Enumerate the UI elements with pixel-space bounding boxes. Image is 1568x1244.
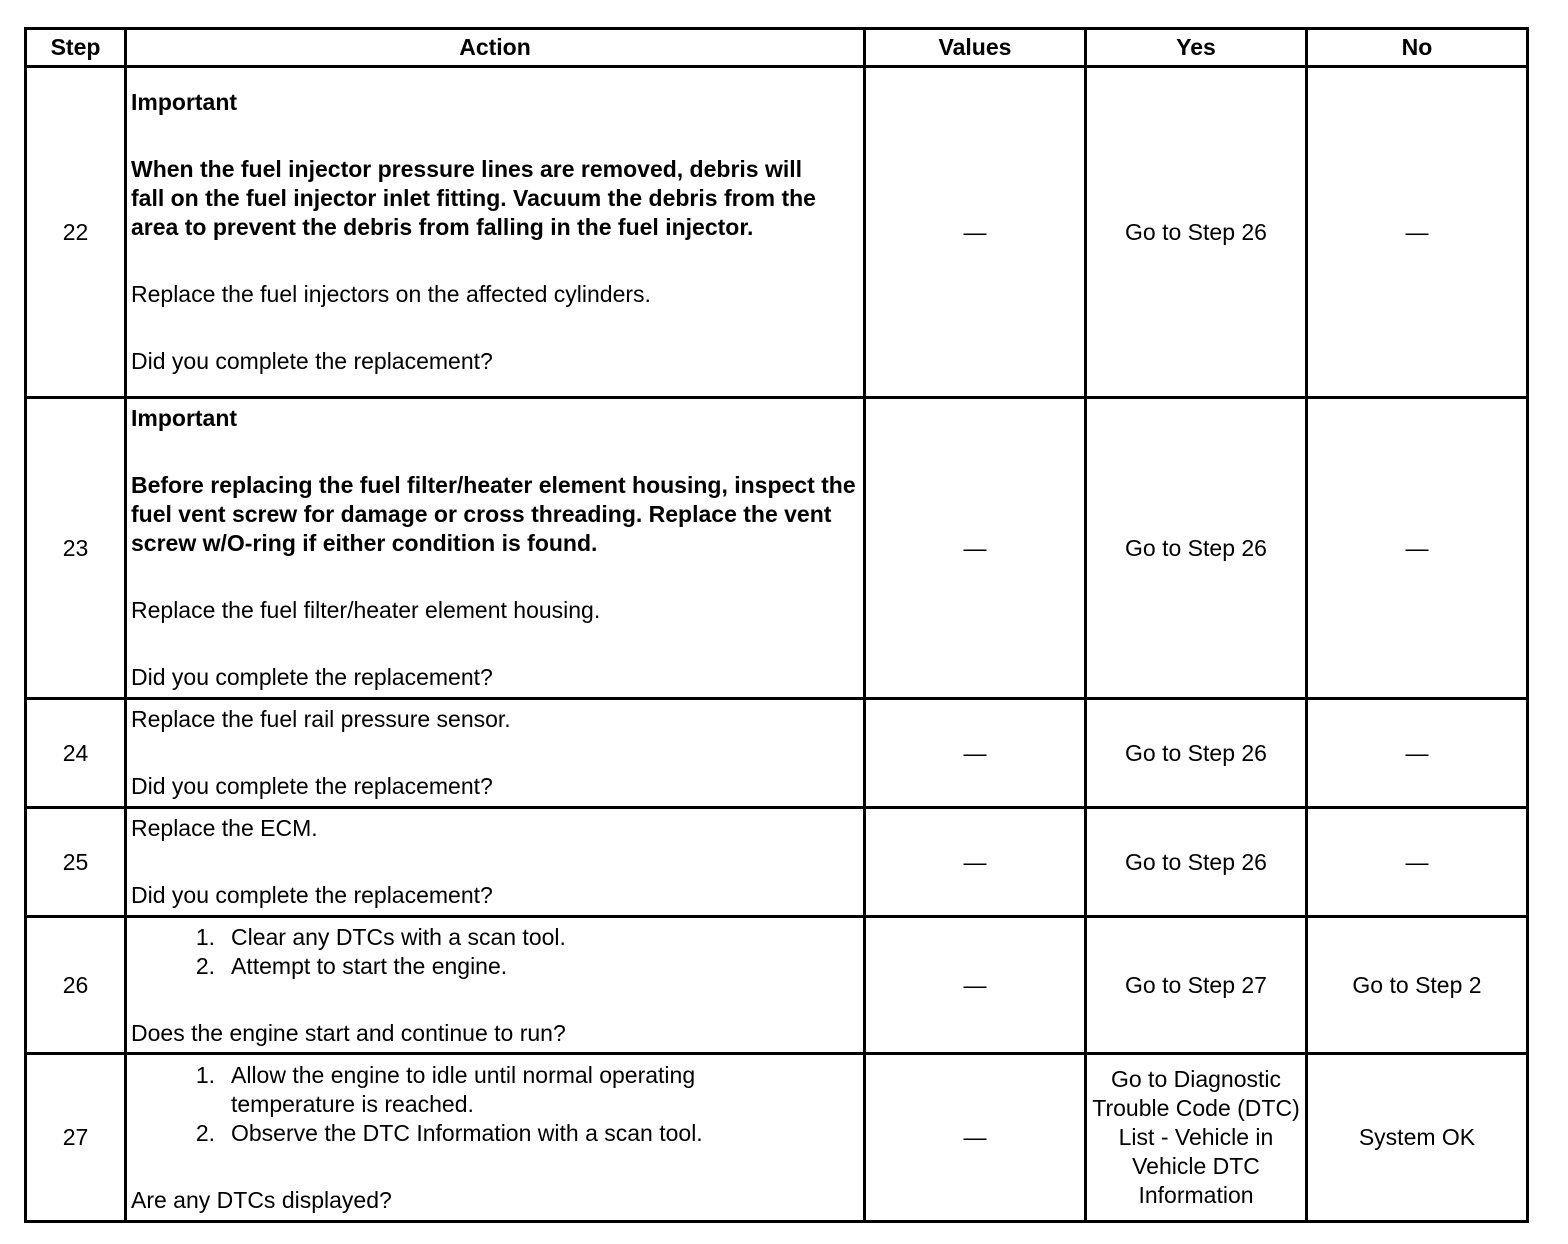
table-row <box>26 67 1528 398</box>
question-text: Did you complete the replacement? <box>131 664 493 690</box>
step-number: 27 <box>26 1054 126 1222</box>
values-cell: — <box>865 699 1086 808</box>
instruction-text: Replace the fuel rail pressure sensor. <box>131 706 511 732</box>
list-number: 2. <box>195 952 215 979</box>
list-text: Attempt to start the engine. <box>231 952 508 979</box>
no-cell: — <box>1307 398 1528 699</box>
header-yes: Yes <box>1086 29 1307 67</box>
action-cell <box>126 398 865 699</box>
warning-text: Before replacing the fuel filter/heater element housing, inspect the fuel vent screw for damage or cross threading. Replace the vent screw w/O-ring if either condition is found. <box>131 472 856 556</box>
instruction-text: Replace the fuel filter/heater element housing. <box>131 597 601 623</box>
yes-link[interactable]: Go to Step 26 <box>1086 699 1307 808</box>
table-row <box>26 398 1528 699</box>
header-row <box>26 29 1528 67</box>
question-text: Did you complete the replacement? <box>131 882 493 908</box>
values-cell: — <box>865 808 1086 917</box>
list-item <box>131 923 859 952</box>
list-number: 2. <box>195 1119 215 1146</box>
header-values: Values <box>865 29 1086 67</box>
yes-link[interactable]: Go to Step 27 <box>1086 917 1307 1054</box>
table-row <box>26 699 1528 808</box>
table-row <box>26 917 1528 1054</box>
list-number: 1. <box>195 923 215 950</box>
list-text: Clear any DTCs with a scan tool. <box>231 923 566 950</box>
values-cell: — <box>865 398 1086 699</box>
step-number: 25 <box>26 808 126 917</box>
action-cell <box>126 917 865 1054</box>
question-text: Are any DTCs displayed? <box>131 1186 392 1213</box>
diagnostic-table <box>24 27 1529 1223</box>
no-cell: — <box>1307 699 1528 808</box>
values-cell: — <box>865 67 1086 398</box>
no-cell: — <box>1307 808 1528 917</box>
yes-link[interactable]: Go to Diagnostic Trouble Code (DTC) List - Vehicle in Vehicle DTC Information <box>1086 1054 1307 1222</box>
question-text: Does the engine start and continue to run? <box>131 1019 566 1046</box>
yes-link[interactable]: Go to Step 26 <box>1086 67 1307 398</box>
warning-text: When the fuel injector pressure lines are removed, debris will fall on the fuel injector inlet fitting. Vacuum the debris from the area to prevent the debris from falling in the fuel injector. <box>131 156 816 240</box>
action-cell <box>126 699 865 808</box>
table-row <box>26 808 1528 917</box>
header-no: No <box>1307 29 1528 67</box>
question-text: Did you complete the replacement? <box>131 773 493 799</box>
yes-link[interactable]: Go to Step 26 <box>1086 808 1307 917</box>
list-text: Observe the DTC Information with a scan tool. <box>231 1119 703 1146</box>
table-row <box>26 1054 1528 1222</box>
instruction-text: Replace the ECM. <box>131 815 318 841</box>
step-number: 22 <box>26 67 126 398</box>
yes-link[interactable]: Go to Step 26 <box>1086 398 1307 699</box>
values-cell: — <box>865 917 1086 1054</box>
action-cell <box>126 808 865 917</box>
numbered-list <box>131 923 859 981</box>
header-step: Step <box>26 29 126 67</box>
instruction-text: Replace the fuel injectors on the affected cylinders. <box>131 281 651 307</box>
list-item <box>131 952 859 981</box>
list-number: 1. <box>195 1061 215 1088</box>
important-label: Important <box>131 405 238 431</box>
no-cell: — <box>1307 67 1528 398</box>
list-text: Allow the engine to idle until normal operating temperature is reached. <box>231 1061 696 1117</box>
step-number: 26 <box>26 917 126 1054</box>
action-cell <box>126 67 865 398</box>
numbered-list <box>131 1061 859 1148</box>
no-cell: System OK <box>1307 1054 1528 1222</box>
values-cell: — <box>865 1054 1086 1222</box>
no-link[interactable]: Go to Step 2 <box>1307 917 1528 1054</box>
step-number: 24 <box>26 699 126 808</box>
question-text: Did you complete the replacement? <box>131 348 493 374</box>
step-number: 23 <box>26 398 126 699</box>
list-item <box>131 1119 859 1148</box>
header-action: Action <box>126 29 865 67</box>
list-item <box>131 1061 859 1119</box>
action-cell <box>126 1054 865 1222</box>
important-label: Important <box>131 89 238 115</box>
